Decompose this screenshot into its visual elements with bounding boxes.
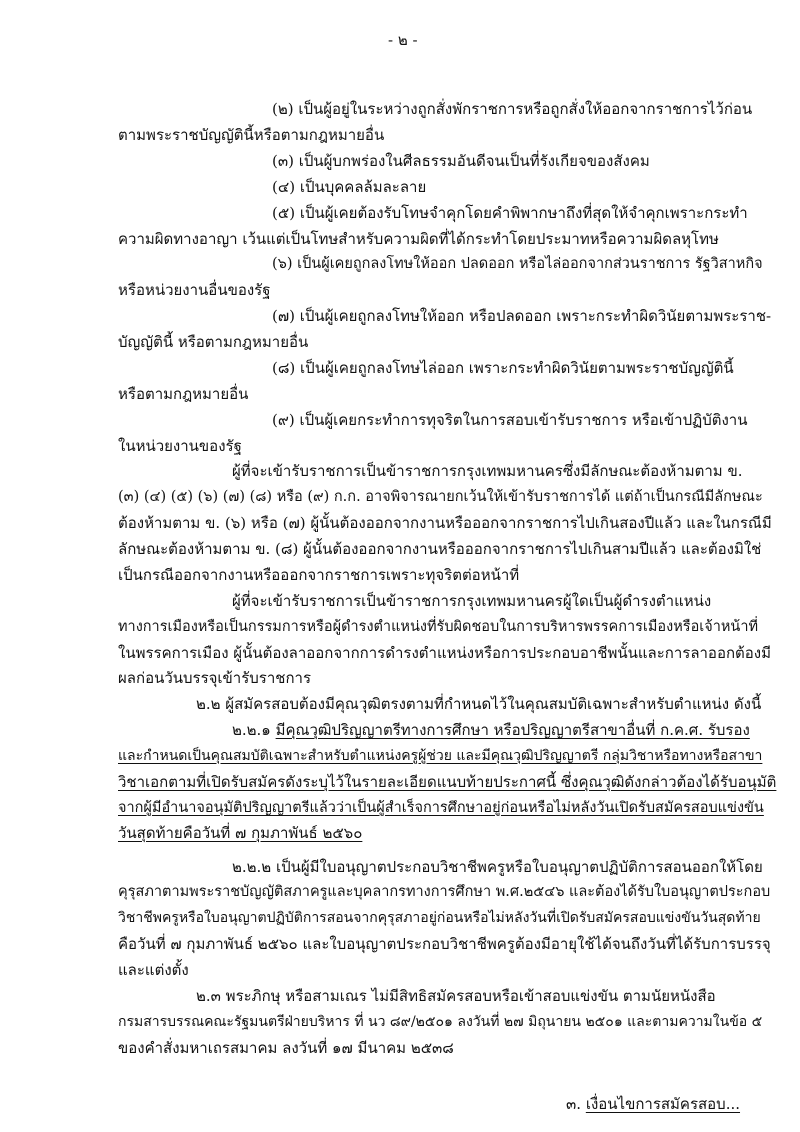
page-number: - ๒ - bbox=[388, 31, 418, 49]
text-line-underlined bbox=[232, 720, 750, 740]
text-line: (๓) (๔) (๕) (๖) (๗) (๘) หรือ (๙) ก.ก. อาจพิจารณายกเว้นให้เข้ารับราชการได้ แต่ถ้าเป็นกรณีมีลักษณะ bbox=[118, 489, 763, 505]
text-line: ผู้ที่จะเข้ารับราชการเป็นข้าราชการกรุงเทพมหานครผู้ใดเป็นผู้ดำรงตำแหน่ง bbox=[232, 592, 712, 610]
text-line-underlined: จากผู้มีอำนาจอนุมัติปริญญาตรีแล้วว่าเป็นผู้สำเร็จการศึกษาอยู่ก่อนหรือไม่หลังวันเปิดรับสมัครสอบแข่งขัน bbox=[118, 800, 764, 816]
text-line: เป็นกรณีออกจากงานหรือออกจากราชการเพราะทุจริตต่อหน้าที่ bbox=[118, 566, 520, 584]
footer-number: ๓. bbox=[566, 1095, 582, 1113]
text-line: ต้องห้ามตาม ข. (๖) หรือ (๗) ผู้นั้นต้องออกจากงานหรือออกจากราชการไปเกินสองปีแล้ว และในกรณีมี bbox=[118, 514, 772, 532]
text-line: (๔) เป็นบุคคลล้มละลาย bbox=[272, 178, 427, 196]
text-line: บัญญัตินี้ หรือตามกฎหมายอื่น bbox=[118, 333, 309, 351]
text-line: ของคำสั่งมหาเถรสมาคม ลงวันที่ ๑๗ มีนาคม ๒๕๓๘ bbox=[118, 1039, 454, 1057]
text-line: (๘) เป็นผู้เคยถูกลงโทษไล่ออก เพราะกระทำผิดวินัยตามพระราชบัญญัตินี้ bbox=[272, 359, 734, 377]
text-line: ๒.๒.๒ เป็นผู้มีใบอนุญาตประกอบวิชาชีพครูหรือใบอนุญาตปฏิบัติการสอนออกให้โดย bbox=[232, 858, 763, 876]
text-line: ตามพระราชบัญญัตินี้หรือตามกฎหมายอื่น bbox=[118, 126, 385, 144]
text-line: (๗) เป็นผู้เคยถูกลงโทษให้ออก หรือปลดออก เพราะกระทำผิดวินัยตามพระราช- bbox=[272, 307, 772, 325]
text-line: หรือหน่วยงานอื่นของรัฐ bbox=[118, 281, 271, 299]
text-line: หรือตามกฎหมายอื่น bbox=[118, 385, 249, 403]
text-line: (๖) เป็นผู้เคยถูกลงโทษให้ออก ปลดออก หรือไล่ออกจากส่วนราชการ รัฐวิสาหกิจ bbox=[272, 256, 763, 272]
text-line: (๒) เป็นผู้อยู่ในระหว่างถูกสั่งพักราชการหรือถูกสั่งให้ออกจากราชการไว้ก่อน bbox=[272, 100, 753, 118]
text-line: ผลก่อนวันบรรจุเข้ารับราชการ bbox=[118, 669, 312, 687]
text-line-underlined: วิชาเอกตามที่เปิดรับสมัครดังระบุไว้ในรายละเอียดแนบท้ายประกาศนี้ ซึ่งคุณวุฒิดังกล่าวต้องได้รับอนุมัติ bbox=[118, 773, 777, 791]
text-line: คือวันที่ ๗ กุมภาพันธ์ ๒๕๖๐ และใบอนุญาตประกอบวิชาชีพครูต้องมีอายุใช้ได้จนถึงวันที่ได้รับการบรรจุ bbox=[118, 935, 771, 953]
text-line: ลักษณะต้องห้ามตาม ข. (๘) ผู้นั้นต้องออกจากงานหรือออกจากราชการไปเกินสามปีแล้ว และต้องมิใช่ bbox=[118, 540, 762, 558]
text-line: (๕) เป็นผู้เคยต้องรับโทษจำคุกโดยคำพิพากษาถึงที่สุดให้จำคุกเพราะกระทำ bbox=[272, 204, 748, 222]
text-line: วิชาชีพครูหรือใบอนุญาตปฏิบัติการสอนจากคุรุสภาอยู่ก่อนหรือไม่หลังวันที่เปิดรับสมัครสอบแข่งขันวันสุดท้าย bbox=[118, 910, 761, 926]
text-line: คุรุสภาตามพระราชบัญญัติสภาครูและบุคลากรทางการศึกษา พ.ศ.๒๕๔๖ และต้องได้รับใบอนุญาตประกอบ bbox=[118, 884, 771, 900]
text-line-underlined: และกำหนดเป็นคุณสมบัติเฉพาะสำหรับตำแหน่งครูผู้ช่วย และมีคุณวุฒิปริญญาตรี กลุ่มวิชาหรือทางหรือสาขา bbox=[118, 748, 763, 764]
text-line: ในพรรคการเมือง ผู้นั้นต้องลาออกจากการดำรงตำแหน่งหรือการประกอบอาชีพนั้นและการลาออกต้องมี bbox=[118, 644, 771, 662]
text-line: กรมสารบรรณคณะรัฐมนตรีฝ่ายบริหาร ที่ นว ๘๙/๒๕๐๑ ลงวันที่ ๒๗ มิถุนายน ๒๕๐๑ และตามความในข้อ ๕ bbox=[118, 1014, 763, 1030]
text-line: ทางการเมืองหรือเป็นกรรมการหรือผู้ดำรงตำแหน่งที่รับผิดชอบในการบริหารพรรคการเมืองหรือเจ้าหน้าที่ bbox=[118, 619, 759, 635]
text-line-underlined: วันสุดท้ายคือวันที่ ๗ กุมภาพันธ์ ๒๕๖๐ bbox=[118, 824, 363, 842]
footer-text: เงื่อนไขการสมัครสอบ... bbox=[585, 1095, 741, 1113]
text-line: (๙) เป็นผู้เคยกระทำการทุจริตในการสอบเข้ารับราชการ หรือเข้าปฏิบัติงาน bbox=[272, 411, 748, 429]
text-line: ๒.๒ ผู้สมัครสอบต้องมีคุณวุฒิตรงตามที่กำหนดไว้ในคุณสมบัติเฉพาะสำหรับตำแหน่ง ดังนี้ bbox=[196, 695, 762, 713]
text-line: ๒.๓ พระภิกษุ หรือสามเณร ไม่มีสิทธิสมัครสอบหรือเข้าสอบแข่งขัน ตามนัยหนังสือ bbox=[196, 987, 716, 1005]
text-line: ผู้ที่จะเข้ารับราชการเป็นข้าราชการกรุงเทพมหานครซึ่งมีลักษณะต้องห้ามตาม ข. bbox=[232, 462, 743, 480]
footer-continuation bbox=[566, 1094, 740, 1114]
clause-number: ๒.๒.๑ bbox=[232, 721, 276, 739]
text-line: ในหน่วยงานของรัฐ bbox=[118, 437, 242, 455]
text-line: ความผิดทางอาญา เว้นแต่เป็นโทษสำหรับความผิดที่ได้กระทำโดยประมาทหรือความผิดลหุโทษ bbox=[118, 230, 719, 248]
underlined-text: มีคุณวุฒิปริญญาตรีทางการศึกษา หรือปริญญาตรีสาขาอื่นที่ ก.ค.ศ. รับรอง bbox=[275, 721, 750, 739]
text-line: และแต่งตั้ง bbox=[118, 961, 189, 979]
text-line: (๓) เป็นผู้บกพร่องในศีลธรรมอันดีจนเป็นที่รังเกียจของสังคม bbox=[272, 152, 650, 170]
